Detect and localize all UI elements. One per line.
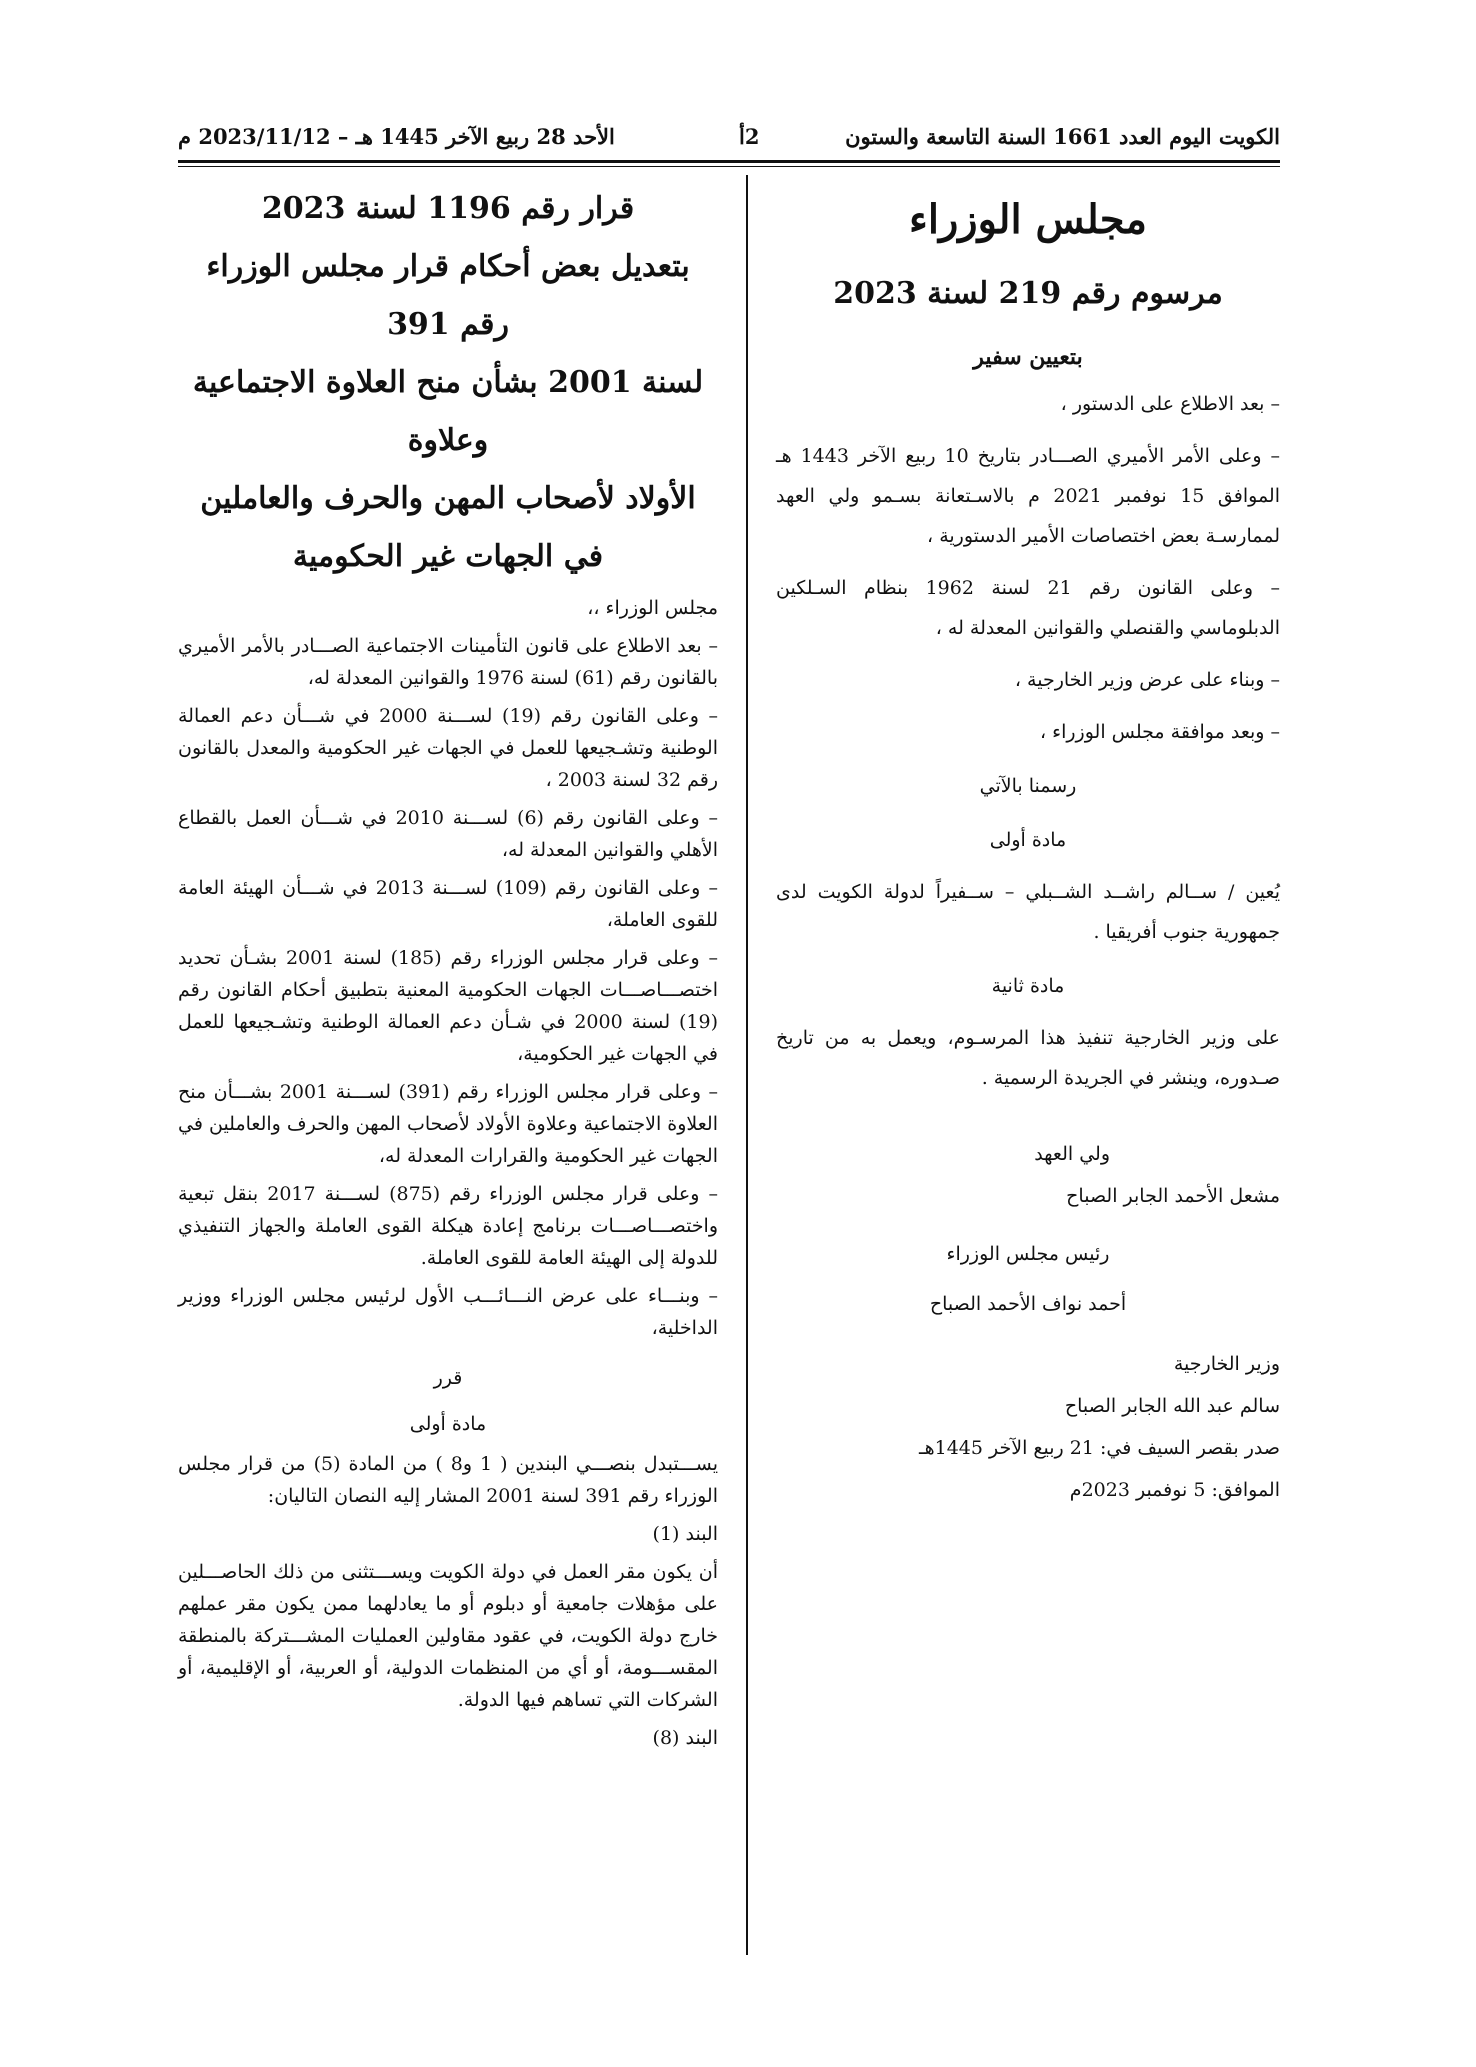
column-divider	[746, 175, 748, 1955]
header-rule-thick	[178, 160, 1280, 163]
resolution-body-paragraph: مجلس الوزراء ،،	[587, 597, 718, 619]
left-column	[178, 180, 718, 1754]
preamble-item: – وعلى الأمر الأميري الصـــادر بتاريخ 10 ربيع الآخر 1443 هـ الموافق 15 نوفمبر 2021 م بالاسـتعانة بسـمو ولي العهد لممارسـة بعض اختصاصات الأمير الدستورية ،	[776, 445, 1280, 547]
signatory-name: أحمد نواف الأحمد الصباح	[929, 1293, 1127, 1315]
resolution-title-line: في الجهات غير الحكومية	[292, 539, 604, 574]
resolution-body-paragraph: – بعد الاطلاع على قانون التأمينات الاجتماعية الصـــادر بالأمر الأميري بالقانون رقم (61) لسنة 1976 والقوانين المعدلة له،	[178, 635, 718, 689]
clause1-text: أن يكون مقر العمل في دولة الكويت ويســـتثنى من ذلك الحاصـــلين على مؤهلات جامعية أو دبلوم أو ما يعادلهما ممن يكون مقر عملهم خارج دولة الكويت، في عقود مقاولين العمليات المشـــتركة بالمنطقة المقســـومة، أو أي من المنظمات الدولية، أو العربية، أو الإقليمية، أو الشركات التي تساهم فيها الدولة.	[178, 1561, 718, 1711]
issue-place-date: صدر بقصر السيف في: 21 ربيع الآخر 1445هـ	[919, 1437, 1280, 1459]
resolution-title-line: الأولاد لأصحاب المهن والحرف والعاملين	[200, 481, 696, 516]
right-column	[776, 180, 1280, 1510]
article2-text: على وزير الخارجية تنفيذ هذا المرسـوم، ويعمل به من تاريخ صـدوره، وينشر في الجريدة الرسمية .	[776, 1027, 1280, 1089]
signatory-name: مشعل الأحمد الجابر الصباح	[1066, 1185, 1280, 1207]
resolution-title-line: قرار رقم 1196 لسنة 2023	[261, 191, 635, 226]
resolution-body-paragraph: – وعلى القانون رقم (109) لســـنة 2013 في شـــأن الهيئة العامة للقوى العاملة،	[178, 877, 718, 931]
resolution-body-paragraph: – وعلى القانون رقم (6) لســـنة 2010 في شـــأن العمل بالقطاع الأهلي والقوانين المعدلة له،	[178, 807, 718, 861]
header-date: الأحد 28 ربيع الآخر 1445 هـ – 2023/11/12 م	[178, 124, 615, 149]
page-header	[178, 118, 1280, 158]
signatory-name: سالم عبد الله الجابر الصباح	[1064, 1395, 1280, 1417]
signatory-title: وزير الخارجية	[1173, 1353, 1280, 1375]
section-title: مجلس الوزراء	[909, 196, 1147, 243]
header-rule-thin	[178, 166, 1280, 167]
header-issue-info: الكويت اليوم العدد 1661 السنة التاسعة والستون	[845, 124, 1280, 149]
decree-subject: بتعيين سفير	[973, 344, 1083, 370]
decided-heading: قرر	[433, 1367, 463, 1389]
preamble-item: – بعد الاطلاع على الدستور ،	[1060, 393, 1280, 415]
preamble-item: – وعلى القانون رقم 21 لسنة 1962 بنظام السـلكين الدبلوماسي والقنصلي والقوانين المعدلة له ،	[776, 577, 1280, 639]
signatory-title: ولي العهد	[1034, 1143, 1110, 1165]
preamble-item: – وبعد موافقة مجلس الوزراء ،	[1040, 721, 1280, 743]
resolution-body-paragraph: – وبنـــاء على عرض النـــائـــب الأول لرئيس مجلس الوزراء ووزير الداخلية،	[178, 1285, 718, 1339]
left-article1-text: يســـتبدل بنصـــي البندين ( 1 و8 ) من المادة (5) من قرار مجلس الوزراء رقم 391 لسنة 2001 المشار إليه النصان التاليان:	[178, 1453, 718, 1507]
clause1-heading: البند (1)	[652, 1523, 718, 1545]
resolution-body-paragraph: – وعلى قرار مجلس الوزراء رقم (185) لسنة 2001 بشـأن تحديد اختصـــاصـــات الجهات الحكومية المعنية بتطبيق أحكام القانون رقم (19) لسنة 2000 في شـأن دعم العمالة الوطنية وتشـجيعها للعمل في الجهات غير الحكومية،	[178, 947, 718, 1065]
issue-corresponding-date: الموافق: 5 نوفمبر 2023م	[1069, 1479, 1280, 1501]
decreed-heading: رسمنا بالآتي	[979, 775, 1077, 797]
resolution-title-line: لسنة 2001 بشأن منح العلاوة الاجتماعية وعلاوة	[192, 365, 704, 458]
preamble-item: – وبناء على عرض وزير الخارجية ،	[1014, 669, 1280, 691]
decree-title: مرسوم رقم 219 لسنة 2023	[833, 276, 1223, 311]
resolution-body-paragraph: – وعلى قرار مجلس الوزراء رقم (875) لســـنة 2017 بنقل تبعية واختصـــاصـــات برنامج إعادة هيكلة القوى العاملة والجهاز التنفيذي للدولة إلى الهيئة العامة للقوى العاملة.	[178, 1183, 718, 1269]
header-page-number: 2أ	[739, 124, 760, 149]
article1-heading: مادة أولى	[989, 829, 1067, 851]
article2-heading: مادة ثانية	[991, 975, 1065, 997]
resolution-title-line: بتعديل بعض أحكام قرار مجلس الوزراء رقم 391	[206, 249, 690, 342]
clause8-heading: البند (8)	[652, 1727, 718, 1749]
resolution-body-paragraph: – وعلى القانون رقم (19) لســـنة 2000 في شـــأن دعم العمالة الوطنية وتشـجيعها للعمل في الجهات غير الحكومية والمعدل بالقانون رقم 32 لسنة 2003 ،	[178, 705, 718, 791]
article1-text: يُعين / ســالم راشــد الشــبلي – ســفيراً لدولة الكويت لدى جمهورية جنوب أفريقيا .	[776, 881, 1280, 943]
resolution-body-paragraph: – وعلى قرار مجلس الوزراء رقم (391) لســـنة 2001 بشـــأن منح العلاوة الاجتماعية وعلاوة الأولاد لأصحاب المهن والحرف والعاملين في الجهات غير الحكومية والقرارات المعدلة له،	[178, 1081, 718, 1167]
signatory-title: رئيس مجلس الوزراء	[946, 1243, 1110, 1265]
left-article1-heading: مادة أولى	[409, 1413, 487, 1435]
